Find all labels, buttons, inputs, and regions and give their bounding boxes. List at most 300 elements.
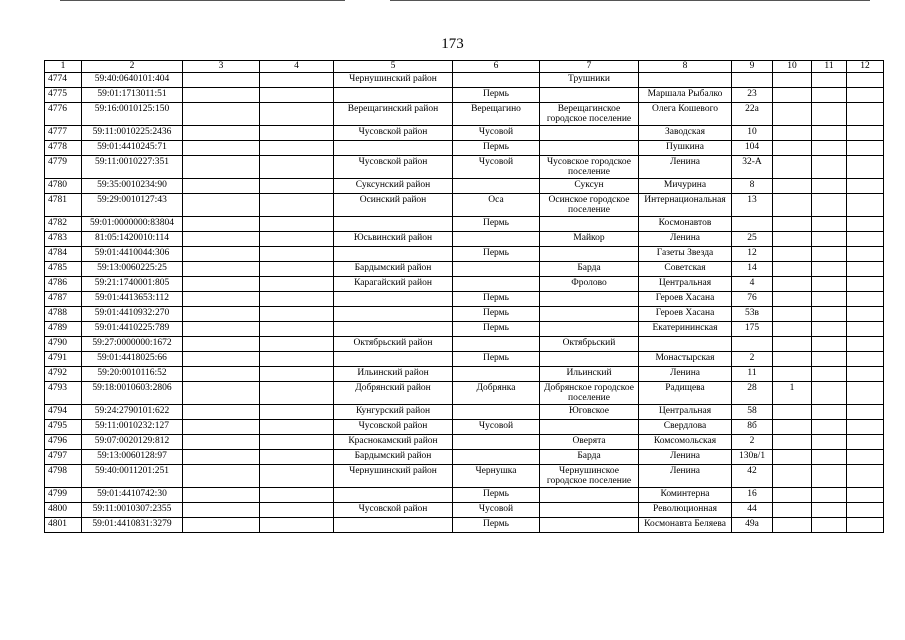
table-cell-col-4 <box>260 307 334 322</box>
table-cell-col-11 <box>812 156 847 179</box>
table-row <box>45 247 884 262</box>
column-header-7: 7 <box>540 61 639 73</box>
table-cell-col-11 <box>812 420 847 435</box>
table-cell-col-8 <box>639 337 732 352</box>
table-cell-col-7: Осинское городское поселение <box>540 194 639 217</box>
table-cell-col-12 <box>847 277 884 292</box>
table-cell-col-4 <box>260 292 334 307</box>
table-cell-col-3 <box>183 503 260 518</box>
table-cell-col-6: Пермь <box>453 307 540 322</box>
table-row <box>45 450 884 465</box>
table-cell-col-6 <box>453 435 540 450</box>
table-cell-col-4 <box>260 247 334 262</box>
table-cell-col-12 <box>847 156 884 179</box>
table-cell-col-1: 4780 <box>45 179 82 194</box>
table-cell-col-2: 59:20:0010116:52 <box>82 367 183 382</box>
table-row <box>45 322 884 337</box>
table-cell-col-12 <box>847 435 884 450</box>
table-cell-col-10 <box>773 337 812 352</box>
table-cell-col-4 <box>260 277 334 292</box>
table-cell-col-5: Бардымский район <box>334 450 453 465</box>
table-cell-col-9: 130в/1 <box>732 450 773 465</box>
table-cell-col-6: Пермь <box>453 352 540 367</box>
table-row <box>45 503 884 518</box>
table-cell-col-9: 175 <box>732 322 773 337</box>
table-row <box>45 141 884 156</box>
page-number: 173 <box>441 36 464 52</box>
table-cell-col-7 <box>540 352 639 367</box>
table-cell-col-6: Пермь <box>453 518 540 533</box>
table-row <box>45 465 884 488</box>
table-cell-col-7: Октябрьский <box>540 337 639 352</box>
table-cell-col-9: 8 <box>732 179 773 194</box>
table-cell-col-4 <box>260 156 334 179</box>
table-cell-col-5: Юсьвинский район <box>334 232 453 247</box>
table-cell-col-10 <box>773 518 812 533</box>
table-cell-col-5 <box>334 352 453 367</box>
table-cell-col-9: 53в <box>732 307 773 322</box>
top-rule-right <box>390 0 870 1</box>
table-cell-col-5: Карагайский район <box>334 277 453 292</box>
table-cell-col-4 <box>260 503 334 518</box>
table-cell-col-1: 4787 <box>45 292 82 307</box>
table-cell-col-6: Чусовой <box>453 156 540 179</box>
table-row <box>45 232 884 247</box>
table-cell-col-8: Советская <box>639 262 732 277</box>
table-cell-col-5 <box>334 247 453 262</box>
table-cell-col-8: Маршала Рыбалко <box>639 88 732 103</box>
table-cell-col-9: 23 <box>732 88 773 103</box>
table-cell-col-3 <box>183 126 260 141</box>
table-cell-col-5 <box>334 292 453 307</box>
table-cell-col-1: 4777 <box>45 126 82 141</box>
table-cell-col-9: 58 <box>732 405 773 420</box>
table-cell-col-12 <box>847 73 884 88</box>
table-cell-col-10 <box>773 73 812 88</box>
table-cell-col-9: 2 <box>732 352 773 367</box>
table-cell-col-8: Революционная <box>639 503 732 518</box>
table-cell-col-5 <box>334 518 453 533</box>
table-cell-col-3 <box>183 292 260 307</box>
table-cell-col-11 <box>812 232 847 247</box>
table-cell-col-7: Майкор <box>540 232 639 247</box>
table-cell-col-8: Свердлова <box>639 420 732 435</box>
table-cell-col-10 <box>773 179 812 194</box>
table-cell-col-10 <box>773 420 812 435</box>
table-cell-col-11 <box>812 141 847 156</box>
table-cell-col-7 <box>540 88 639 103</box>
table-cell-col-7: Чусовское городское поселение <box>540 156 639 179</box>
table-cell-col-5 <box>334 322 453 337</box>
table-cell-col-12 <box>847 126 884 141</box>
table-cell-col-11 <box>812 262 847 277</box>
table-cell-col-8: Коминтерна <box>639 488 732 503</box>
table-row <box>45 156 884 179</box>
table-cell-col-1: 4774 <box>45 73 82 88</box>
table-cell-col-11 <box>812 435 847 450</box>
table-cell-col-10 <box>773 247 812 262</box>
table-cell-col-3 <box>183 488 260 503</box>
table-cell-col-6 <box>453 405 540 420</box>
table-cell-col-1: 4794 <box>45 405 82 420</box>
table-cell-col-1: 4781 <box>45 194 82 217</box>
table-cell-col-7: Чернушинское городское поселение <box>540 465 639 488</box>
table-cell-col-5 <box>334 217 453 232</box>
table-row <box>45 262 884 277</box>
table-cell-col-6: Чусовой <box>453 126 540 141</box>
table-cell-col-11 <box>812 503 847 518</box>
table-cell-col-3 <box>183 322 260 337</box>
table-cell-col-6: Пермь <box>453 488 540 503</box>
table-cell-col-12 <box>847 503 884 518</box>
table-cell-col-10 <box>773 367 812 382</box>
table-cell-col-3 <box>183 179 260 194</box>
table-cell-col-7: Суксун <box>540 179 639 194</box>
table-cell-col-3 <box>183 194 260 217</box>
table-cell-col-10 <box>773 262 812 277</box>
column-header-9: 9 <box>732 61 773 73</box>
table-cell-col-6: Чернушка <box>453 465 540 488</box>
table-cell-col-12 <box>847 382 884 405</box>
table-cell-col-5 <box>334 307 453 322</box>
table-row <box>45 518 884 533</box>
table-cell-col-3 <box>183 465 260 488</box>
table-cell-col-2: 59:21:1740001:805 <box>82 277 183 292</box>
table-cell-col-5: Осинский район <box>334 194 453 217</box>
table-row <box>45 217 884 232</box>
table-cell-col-6: Оса <box>453 194 540 217</box>
table-cell-col-4 <box>260 465 334 488</box>
table-cell-col-10 <box>773 322 812 337</box>
table-cell-col-9: 14 <box>732 262 773 277</box>
table-cell-col-9: 32-А <box>732 156 773 179</box>
table-cell-col-12 <box>847 232 884 247</box>
table-cell-col-12 <box>847 262 884 277</box>
table-row <box>45 367 884 382</box>
table-cell-col-8: Ленина <box>639 156 732 179</box>
table-cell-col-9: 49а <box>732 518 773 533</box>
table-cell-col-8: Монастырская <box>639 352 732 367</box>
table-cell-col-2: 59:01:4410831:3279 <box>82 518 183 533</box>
table-cell-col-5: Октябрьский район <box>334 337 453 352</box>
table-cell-col-7 <box>540 307 639 322</box>
table-cell-col-5: Чусовской район <box>334 156 453 179</box>
table-cell-col-3 <box>183 307 260 322</box>
table-cell-col-12 <box>847 367 884 382</box>
table-cell-col-9: 11 <box>732 367 773 382</box>
table-cell-col-1: 4785 <box>45 262 82 277</box>
table-cell-col-2: 59:01:4410044:306 <box>82 247 183 262</box>
table-cell-col-4 <box>260 382 334 405</box>
table-cell-col-10 <box>773 277 812 292</box>
table-cell-col-9: 2 <box>732 435 773 450</box>
table-cell-col-11 <box>812 405 847 420</box>
table-cell-col-7: Верещагинское городское поселение <box>540 103 639 126</box>
table-row <box>45 382 884 405</box>
table-cell-col-8: Ленина <box>639 232 732 247</box>
table-cell-col-7: Трушники <box>540 73 639 88</box>
table-cell-col-10 <box>773 194 812 217</box>
table-cell-col-9 <box>732 217 773 232</box>
table-cell-col-4 <box>260 262 334 277</box>
table-cell-col-9: 28 <box>732 382 773 405</box>
table-cell-col-11 <box>812 194 847 217</box>
table-cell-col-11 <box>812 337 847 352</box>
table-cell-col-2: 59:01:4410225:789 <box>82 322 183 337</box>
table-cell-col-1: 4799 <box>45 488 82 503</box>
column-header-5: 5 <box>334 61 453 73</box>
table-cell-col-8: Героев Хасана <box>639 307 732 322</box>
table-row <box>45 352 884 367</box>
table-cell-col-12 <box>847 103 884 126</box>
table-cell-col-12 <box>847 88 884 103</box>
table-cell-col-6: Чусовой <box>453 420 540 435</box>
table-cell-col-7 <box>540 292 639 307</box>
table-cell-col-3 <box>183 232 260 247</box>
table-cell-col-1: 4792 <box>45 367 82 382</box>
table-cell-col-5: Чернушинский район <box>334 465 453 488</box>
table-cell-col-8: Интернациональная <box>639 194 732 217</box>
table-cell-col-4 <box>260 337 334 352</box>
table-cell-col-11 <box>812 367 847 382</box>
table-cell-col-4 <box>260 73 334 88</box>
table-cell-col-2: 59:16:0010125:150 <box>82 103 183 126</box>
table-cell-col-2: 59:24:2790101:622 <box>82 405 183 420</box>
table-cell-col-4 <box>260 450 334 465</box>
table-cell-col-11 <box>812 307 847 322</box>
table-cell-col-7 <box>540 503 639 518</box>
table-cell-col-6: Добрянка <box>453 382 540 405</box>
table-cell-col-4 <box>260 194 334 217</box>
table-cell-col-6: Пермь <box>453 292 540 307</box>
table-cell-col-3 <box>183 141 260 156</box>
table-cell-col-5: Верещагинский район <box>334 103 453 126</box>
table-cell-col-8 <box>639 73 732 88</box>
table-cell-col-5: Чусовской район <box>334 420 453 435</box>
table-cell-col-12 <box>847 322 884 337</box>
table-cell-col-7: Добрянское городское поселение <box>540 382 639 405</box>
column-header-12: 12 <box>847 61 884 73</box>
table-cell-col-12 <box>847 292 884 307</box>
table-cell-col-4 <box>260 103 334 126</box>
table-cell-col-12 <box>847 247 884 262</box>
table-cell-col-11 <box>812 292 847 307</box>
table-cell-col-2: 59:13:0060225:25 <box>82 262 183 277</box>
table-cell-col-10 <box>773 307 812 322</box>
table-row <box>45 126 884 141</box>
table-cell-col-1: 4783 <box>45 232 82 247</box>
table-cell-col-8: Центральная <box>639 405 732 420</box>
table-cell-col-6: Пермь <box>453 247 540 262</box>
table-cell-col-2: 59:29:0010127:43 <box>82 194 183 217</box>
table-cell-col-9: 76 <box>732 292 773 307</box>
table-cell-col-6: Пермь <box>453 217 540 232</box>
table-cell-col-7: Ильинский <box>540 367 639 382</box>
table-cell-col-8: Олега Кошевого <box>639 103 732 126</box>
table-cell-col-2: 59:11:0010225:2436 <box>82 126 183 141</box>
table-cell-col-3 <box>183 518 260 533</box>
table-cell-col-1: 4795 <box>45 420 82 435</box>
table-cell-col-7 <box>540 126 639 141</box>
table-row <box>45 194 884 217</box>
table-cell-col-11 <box>812 88 847 103</box>
table-cell-col-12 <box>847 488 884 503</box>
table-cell-col-4 <box>260 322 334 337</box>
table-cell-col-5: Бардымский район <box>334 262 453 277</box>
table-cell-col-9: 10 <box>732 126 773 141</box>
table-cell-col-3 <box>183 382 260 405</box>
table-cell-col-8: Героев Хасана <box>639 292 732 307</box>
column-header-4: 4 <box>260 61 334 73</box>
table-cell-col-4 <box>260 420 334 435</box>
table-cell-col-12 <box>847 405 884 420</box>
table-cell-col-2: 59:01:0000000:83804 <box>82 217 183 232</box>
table-cell-col-1: 4797 <box>45 450 82 465</box>
table-cell-col-3 <box>183 435 260 450</box>
table-cell-col-2: 59:40:0011201:251 <box>82 465 183 488</box>
table-cell-col-4 <box>260 488 334 503</box>
table-cell-col-4 <box>260 88 334 103</box>
table-cell-col-12 <box>847 307 884 322</box>
table-cell-col-3 <box>183 277 260 292</box>
table-row <box>45 420 884 435</box>
table-cell-col-9: 4 <box>732 277 773 292</box>
table-cell-col-3 <box>183 450 260 465</box>
table-cell-col-11 <box>812 247 847 262</box>
table-cell-col-11 <box>812 103 847 126</box>
table-cell-col-9: 104 <box>732 141 773 156</box>
table-cell-col-2: 59:07:0020129:812 <box>82 435 183 450</box>
table-cell-col-8: Центральная <box>639 277 732 292</box>
column-header-6: 6 <box>453 61 540 73</box>
table-row <box>45 73 884 88</box>
table-cell-col-2: 59:01:4410932:270 <box>82 307 183 322</box>
table-cell-col-5 <box>334 488 453 503</box>
table-cell-col-5: Добрянский район <box>334 382 453 405</box>
table-cell-col-9: 13 <box>732 194 773 217</box>
table-cell-col-8: Ленина <box>639 465 732 488</box>
table-cell-col-10 <box>773 88 812 103</box>
table-cell-col-2: 59:18:0010603:2806 <box>82 382 183 405</box>
table-cell-col-10 <box>773 435 812 450</box>
table-cell-col-7 <box>540 141 639 156</box>
table-cell-col-4 <box>260 217 334 232</box>
table-cell-col-2: 59:01:1713011:51 <box>82 88 183 103</box>
table-cell-col-2: 59:11:0010307:2355 <box>82 503 183 518</box>
table-cell-col-6: Чусовой <box>453 503 540 518</box>
top-rule-left <box>60 0 345 1</box>
table-cell-col-9 <box>732 73 773 88</box>
table-cell-col-11 <box>812 217 847 232</box>
table-cell-col-1: 4784 <box>45 247 82 262</box>
table-cell-col-3 <box>183 73 260 88</box>
table-cell-col-8: Комсомольская <box>639 435 732 450</box>
table-cell-col-5: Чусовской район <box>334 503 453 518</box>
table-cell-col-7 <box>540 322 639 337</box>
table-cell-col-9: 12 <box>732 247 773 262</box>
table-row <box>45 307 884 322</box>
table-cell-col-1: 4790 <box>45 337 82 352</box>
table-cell-col-10 <box>773 156 812 179</box>
table-cell-col-10 <box>773 217 812 232</box>
table-cell-col-6 <box>453 232 540 247</box>
table-cell-col-6 <box>453 73 540 88</box>
table-cell-col-8: Мичурина <box>639 179 732 194</box>
table-cell-col-7 <box>540 247 639 262</box>
table-cell-col-7: Фролово <box>540 277 639 292</box>
table-cell-col-4 <box>260 126 334 141</box>
table-cell-col-2: 59:35:0010234:90 <box>82 179 183 194</box>
table-cell-col-8: Космонавтов <box>639 217 732 232</box>
table-cell-col-9: 22а <box>732 103 773 126</box>
table-cell-col-11 <box>812 179 847 194</box>
table-cell-col-12 <box>847 337 884 352</box>
table-cell-col-12 <box>847 179 884 194</box>
table-cell-col-11 <box>812 73 847 88</box>
table-cell-col-10 <box>773 450 812 465</box>
table-cell-col-1: 4789 <box>45 322 82 337</box>
table-cell-col-2: 59:01:4410742:30 <box>82 488 183 503</box>
table-cell-col-10 <box>773 503 812 518</box>
table-cell-col-1: 4775 <box>45 88 82 103</box>
table-cell-col-7: Юговское <box>540 405 639 420</box>
table-cell-col-3 <box>183 337 260 352</box>
table-cell-col-9: 44 <box>732 503 773 518</box>
table-cell-col-1: 4798 <box>45 465 82 488</box>
table-cell-col-12 <box>847 465 884 488</box>
table-cell-col-6 <box>453 262 540 277</box>
table-cell-col-1: 4776 <box>45 103 82 126</box>
column-header-2: 2 <box>82 61 183 73</box>
table-cell-col-11 <box>812 352 847 367</box>
table-cell-col-3 <box>183 420 260 435</box>
table-cell-col-5: Чусовской район <box>334 126 453 141</box>
column-header-1: 1 <box>45 61 82 73</box>
table-cell-col-6: Пермь <box>453 88 540 103</box>
table-cell-col-1: 4801 <box>45 518 82 533</box>
table-cell-col-3 <box>183 156 260 179</box>
table-cell-col-12 <box>847 518 884 533</box>
table-cell-col-9 <box>732 337 773 352</box>
table-cell-col-1: 4779 <box>45 156 82 179</box>
table-cell-col-3 <box>183 217 260 232</box>
table-cell-col-10 <box>773 126 812 141</box>
table-row <box>45 103 884 126</box>
table-cell-col-1: 4786 <box>45 277 82 292</box>
table-cell-col-1: 4791 <box>45 352 82 367</box>
table-cell-col-6: Пермь <box>453 322 540 337</box>
table-cell-col-9: 16 <box>732 488 773 503</box>
table-cell-col-1: 4796 <box>45 435 82 450</box>
table-cell-col-2: 59:40:0640101:404 <box>82 73 183 88</box>
table-cell-col-2: 81:05:1420010:114 <box>82 232 183 247</box>
table-cell-col-8: Газеты Звезда <box>639 247 732 262</box>
table-cell-col-8: Пушкина <box>639 141 732 156</box>
table-cell-col-4 <box>260 232 334 247</box>
register-table <box>44 60 884 533</box>
table-cell-col-10 <box>773 465 812 488</box>
table-cell-col-1: 4788 <box>45 307 82 322</box>
table-cell-col-2: 59:27:0000000:1672 <box>82 337 183 352</box>
table-cell-col-6 <box>453 450 540 465</box>
table-cell-col-2: 59:13:0060128:97 <box>82 450 183 465</box>
table-cell-col-11 <box>812 277 847 292</box>
table-row <box>45 337 884 352</box>
table-cell-col-11 <box>812 126 847 141</box>
table-cell-col-6: Пермь <box>453 141 540 156</box>
column-header-3: 3 <box>183 61 260 73</box>
table-cell-col-7 <box>540 217 639 232</box>
